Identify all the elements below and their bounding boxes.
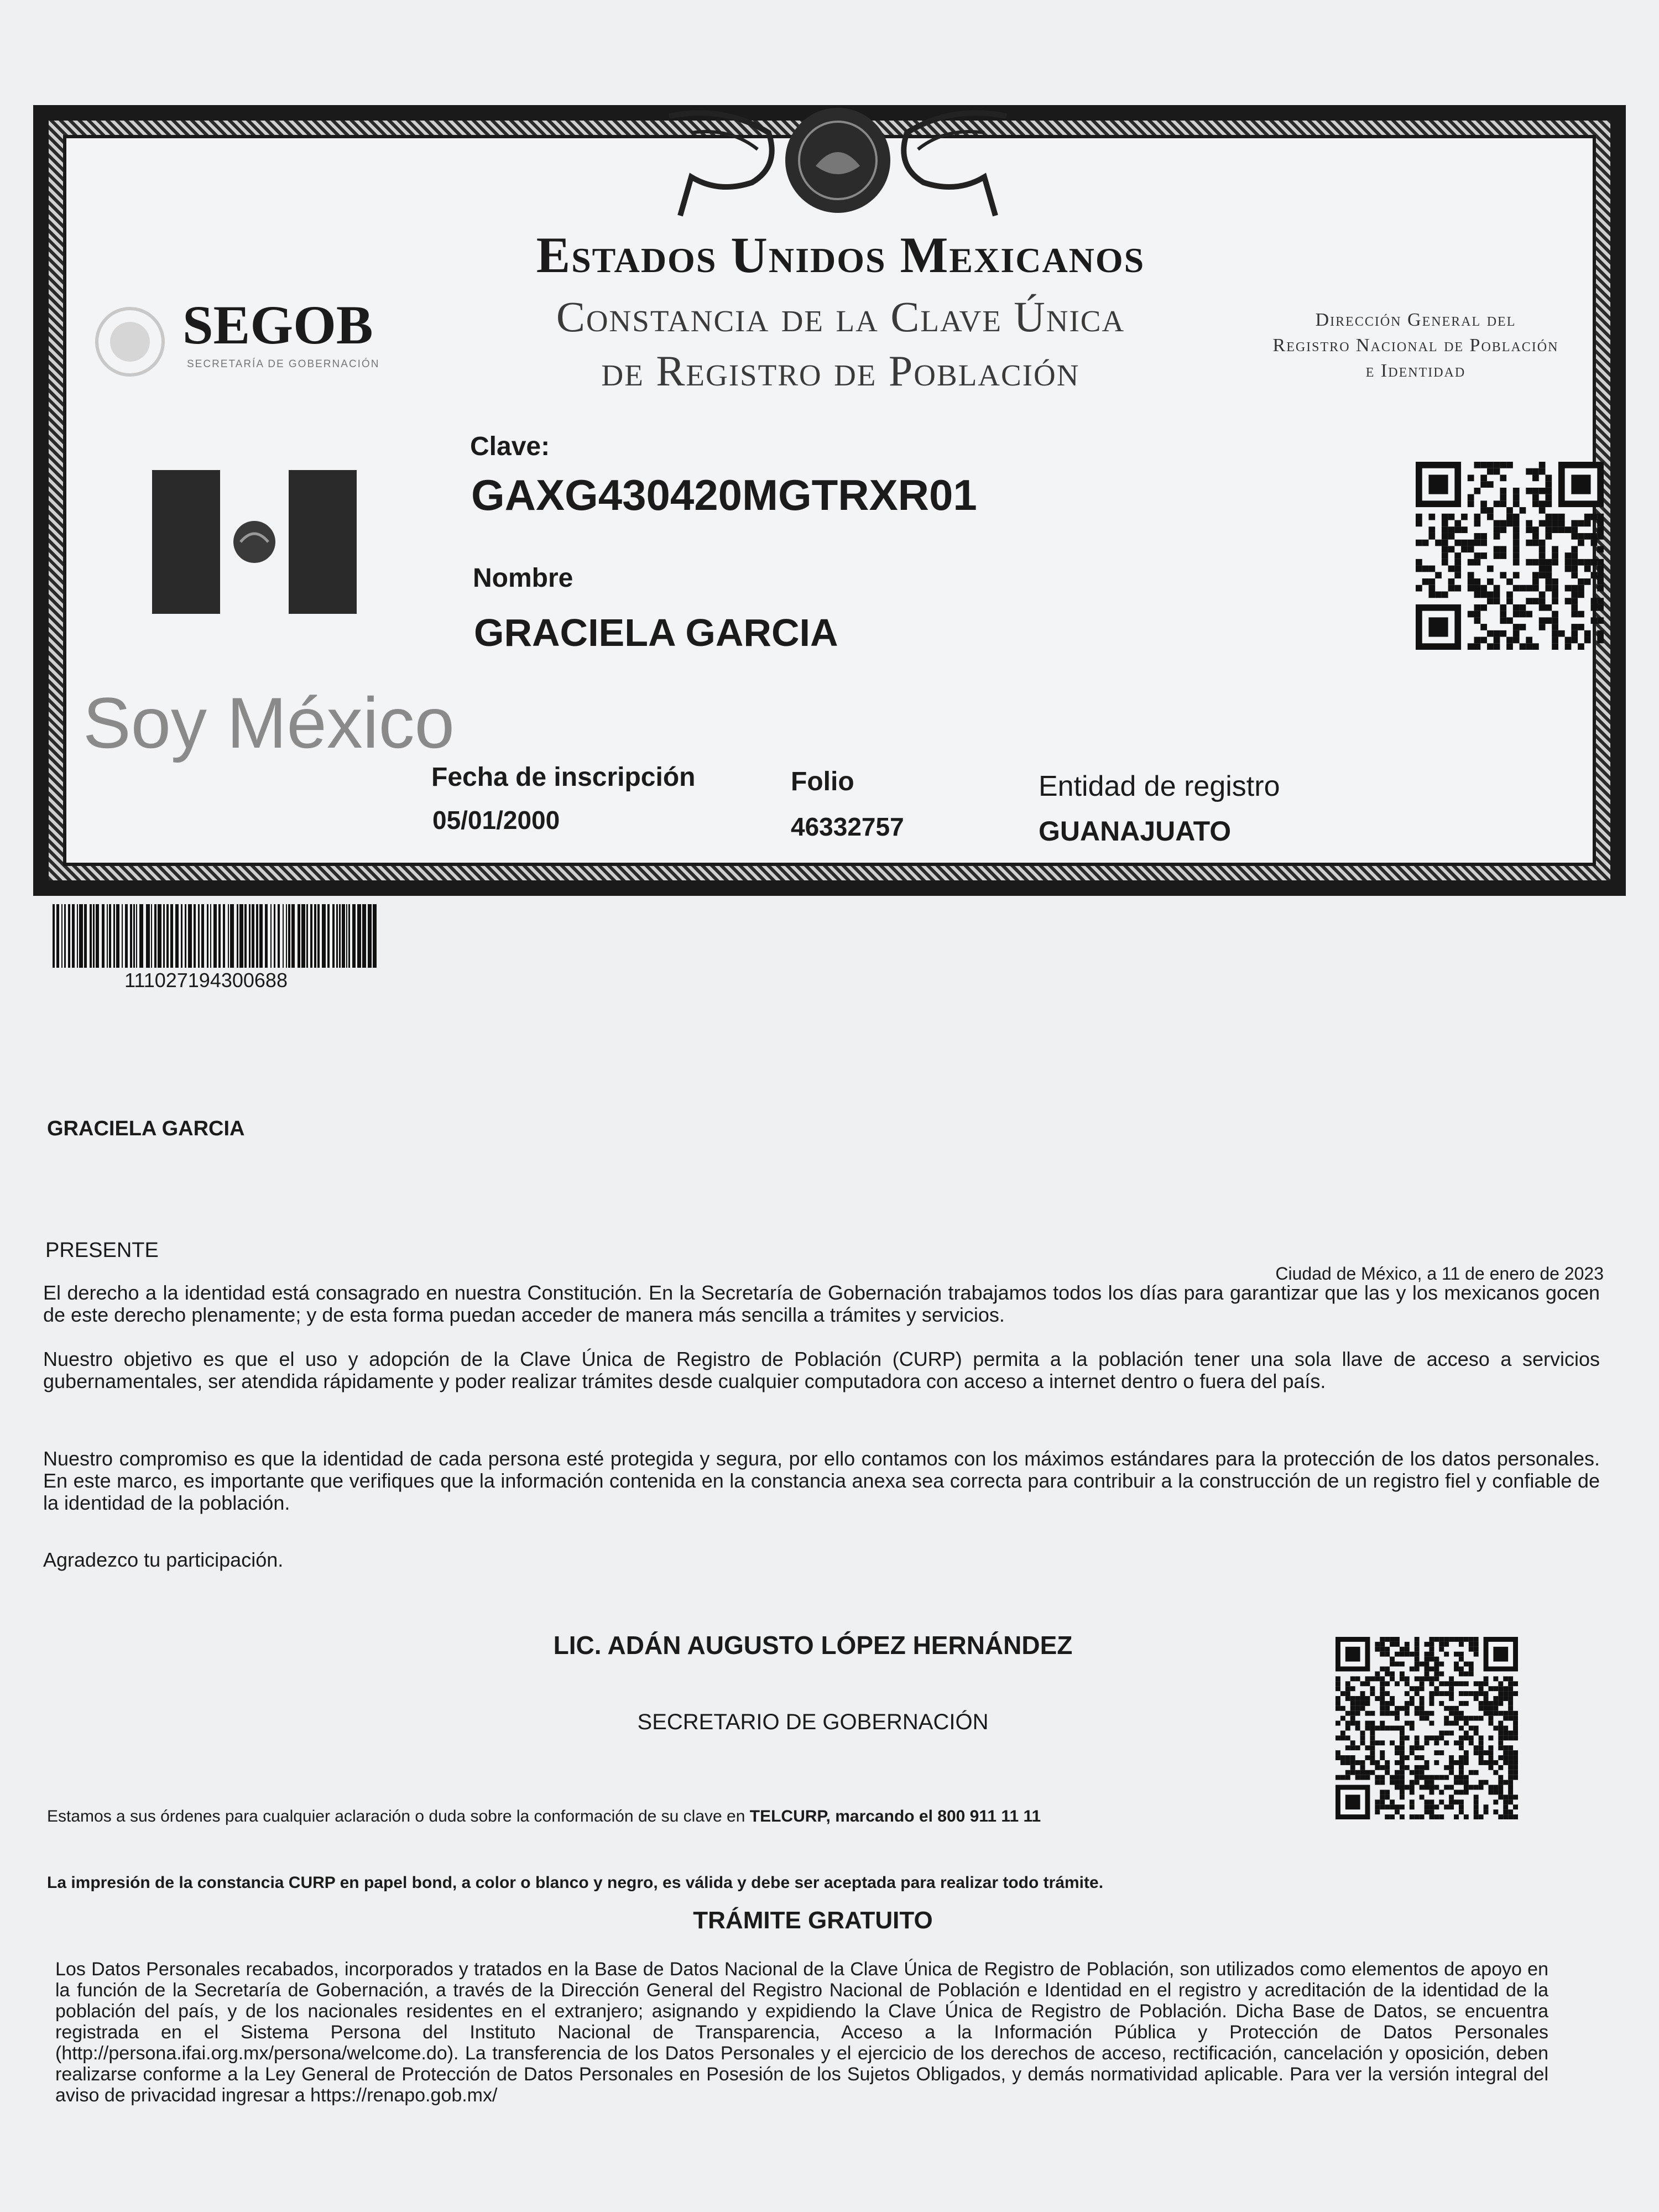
- coat-of-arms-icon: [658, 100, 1018, 227]
- segob-seal-icon: [91, 303, 169, 380]
- document-title-line1: Constancia de la Clave Única: [556, 293, 1125, 341]
- document-title-line2: de Registro de Población: [601, 347, 1080, 395]
- qr-code-icon: [1335, 1637, 1518, 1819]
- mexican-flag-icon: [152, 470, 357, 614]
- barcode-icon: [53, 904, 379, 968]
- nombre-label: Nombre: [473, 564, 573, 593]
- free-procedure: TRÁMITE GRATUITO: [693, 1907, 933, 1934]
- paragraph-3: Nuestro compromiso es que la identidad de cada persona esté protegida y segura, por ello contamos con los máximos estándares para la protección de los datos personales. En este marco, es importante que verifiques que la información contenida en la constancia anexa sea correcta para contribuir a la construcción de un registro fiel y confiable de la identidad de la población.: [43, 1447, 1600, 1514]
- presente-text: PRESENTE: [45, 1239, 159, 1262]
- paragraph-1: El derecho a la identidad está consagrado en nuestra Constitución. En la Secretaría de Gobernación trabajamos todos los días para garantizar que las y los mexicanos gocen de este derecho plenamente; y de esta forma puedan acceder de manera más sencilla a trámites y servicios.: [43, 1281, 1600, 1326]
- paragraph-2: Nuestro objetivo es que el uso y adopción de la Clave Única de Registro de Población (CURP) permita a la población tener una sola llave de acceso a servicios gubernamentales, ser atendida rápidamente y poder realizar trámites desde cualquier computadora con acceso a internet dentro o fuera del país.: [43, 1348, 1600, 1392]
- fecha-label: Fecha de inscripción: [431, 763, 696, 792]
- fecha-value: 05/01/2000: [432, 806, 560, 834]
- privacy-notice: Los Datos Personales recabados, incorporados y tratados en la Base de Datos Nacional de la Clave Única de Registro de Población, son utilizados como elementos de apoyo en la función de la Secretaría de Gobernación, a través de la Dirección General del Registro Nacional de Población e Identidad en el registro y acreditación de la identidad de la población del país, y de los nacionales residentes en el extranjero; asignando y expidiendo la Clave Única de Registro de Población. Dicha Base de Datos, se encuentra registrada en el Sistema Persona del Instituto Nacional de Transparencia, Acceso a la Información Pública y Protección de Datos Personales (http://persona.ifai.org.mx/persona/welcome.do). La transferencia de los Datos Personales y el ejercicio de los derechos de acceso, rectificación, cancelación y oposición, deben realizarse conforme a la Ley General de Protección de Datos Personales en Posesión de los Sujetos Obligados, y demás normatividad aplicable. Para ver la versión integral del aviso de privacidad ingresar a https://renapo.gob.mx/: [55, 1959, 1548, 2106]
- clave-label: Clave:: [470, 432, 550, 461]
- contact-line: [47, 1807, 1041, 1826]
- place-date: Ciudad de México, a 11 de enero de 2023: [1275, 1264, 1604, 1284]
- folio-value: 46332757: [791, 812, 904, 841]
- qr-code-icon: [1416, 462, 1604, 650]
- clave-value: GAXG430420MGTRXR01: [471, 471, 977, 519]
- nombre-value: GRACIELA GARCIA: [474, 611, 838, 654]
- barcode-number: 111027194300688: [124, 969, 288, 992]
- contact-phone: TELCURP, marcando el 800 911 11 11: [749, 1807, 1041, 1825]
- thanks-text: Agradezco tu participación.: [43, 1548, 284, 1571]
- entidad-label: Entidad de registro: [1039, 770, 1280, 802]
- country-title: Estados Unidos Mexicanos: [536, 227, 1145, 283]
- agency-name: SEGOB: [182, 294, 373, 356]
- folio-label: Folio: [791, 767, 854, 796]
- recipient-name: GRACIELA GARCIA: [47, 1117, 245, 1140]
- direction-line1: Dirección General del: [1315, 310, 1516, 330]
- signer-title: SECRETARIO DE GOBERNACIÓN: [637, 1710, 989, 1734]
- validity-note: La impresión de la constancia CURP en papel bond, a color o blanco y negro, es válida y debe ser aceptada para realizar todo trámite.: [47, 1874, 1104, 1892]
- direction-line2: Registro Nacional de Población: [1272, 335, 1559, 356]
- contact-text: Estamos a sus órdenes para cualquier aclaración o duda sobre la conformación de su clave en: [47, 1807, 750, 1825]
- signer-name: LIC. ADÁN AUGUSTO LÓPEZ HERNÁNDEZ: [553, 1631, 1073, 1660]
- agency-subtitle: SECRETARÍA DE GOBERNACIÓN: [187, 358, 380, 370]
- slogan-text: Soy México: [83, 682, 455, 763]
- entidad-value: GUANAJUATO: [1039, 816, 1232, 847]
- direction-line3: e Identidad: [1365, 361, 1466, 381]
